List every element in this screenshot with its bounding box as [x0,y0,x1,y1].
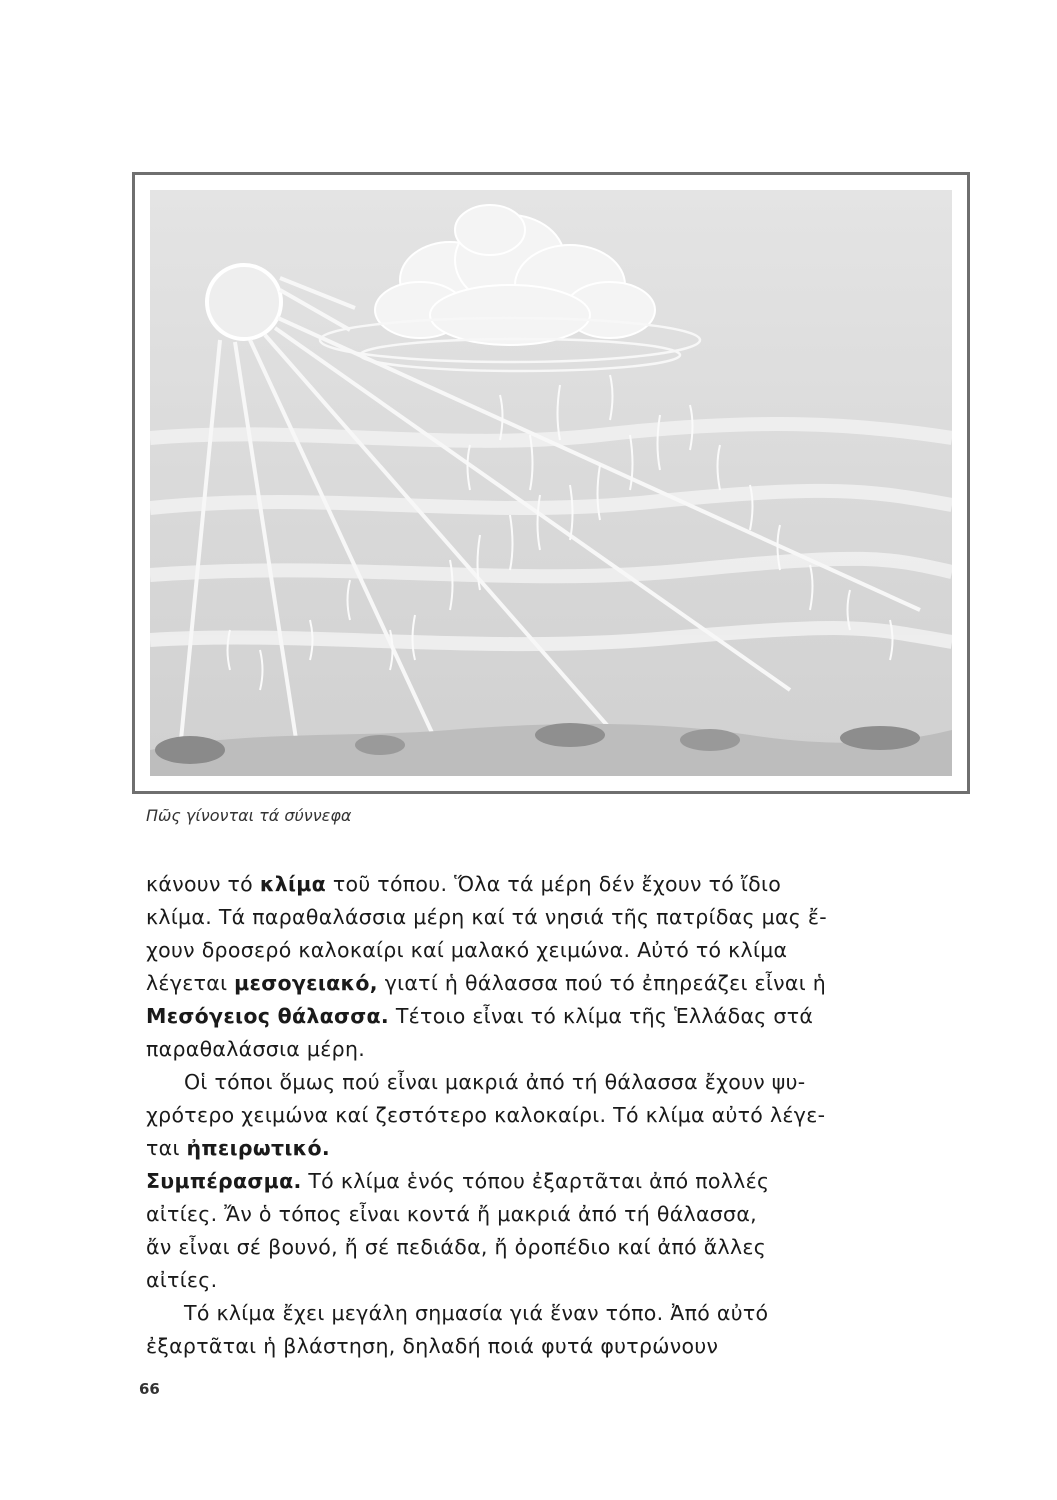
text-line: ἄν εἶναι σέ βουνό, ἤ σέ πεδιάδα, ἤ ὀροπέδιο καί ἀπό ἄλλες [146,1235,767,1259]
text-line: χρότερο χειμώνα καί ζεστότερο καλοκαίρι. Τό κλίμα αὐτό λέγε- [146,1103,826,1127]
text-line: κλίμα. Τά παραθαλάσσια μέρη καί τά νησιά τῆς πατρίδας μας ἔ- [146,905,828,929]
text-line: λέγεται μεσογειακό, γιατί ἡ θάλασσα πού τό ἐπηρεάζει εἶναι ἡ [146,971,827,995]
text-line: αἰτίες. Ἄν ὁ τόπος εἶναι κοντά ἤ μακριά ἀπό τή θάλασσα, [146,1202,757,1226]
text-line: παραθαλάσσια μέρη. [146,1037,366,1061]
figure-illustration [150,190,952,776]
text-line: Μεσόγειος θάλασσα. Τέτοιο εἶναι τό κλίμα τῆς Ἑλλάδας στά [146,1004,814,1028]
sun-illustration [207,265,281,339]
text-line: αἰτίες. [146,1268,218,1292]
clouds-formation-illustration [150,190,952,776]
text-line: Οἱ τόποι ὅμως πού εἶναι μακριά ἀπό τή θάλασσα ἔχουν ψυ- [184,1070,806,1094]
body-text [146,868,958,1363]
figure-frame [132,172,970,794]
text-line: ἐξαρτᾶται ἡ βλάστηση, δηλαδή ποιά φυτά φυτρώνουν [146,1334,719,1358]
figure-caption: Πῶς γίνονται τά σύννεφα [146,806,352,825]
text-line: ται ἠπειρωτικό. [146,1136,331,1160]
text-line: Συμπέρασμα. Τό κλίμα ἑνός τόπου ἐξαρτᾶται ἀπό πολλές [146,1169,770,1193]
text-line: Τό κλίμα ἔχει μεγάλη σημασία γιά ἕναν τόπο. Ἀπό αὐτό [184,1301,769,1325]
text-line: χουν δροσερό καλοκαίρι καί μαλακό χειμώνα. Αὐτό τό κλίμα [146,938,788,962]
page-number: 66 [139,1380,160,1398]
text-line: κάνουν τό κλίμα τοῦ τόπου. Ὅλα τά μέρη δέν ἔχουν τό ἴδιο [146,872,782,896]
